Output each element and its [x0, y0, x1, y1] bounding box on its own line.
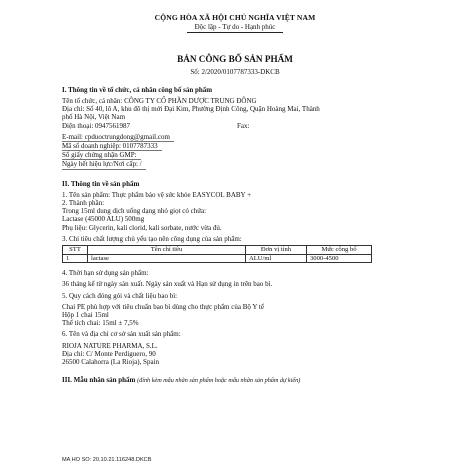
dossier-code: MA HO SO: 20.10.21.116248.DKCB	[62, 457, 152, 463]
packaging-label: 5. Quy cách đóng gói và chất liệu bao bì:	[62, 291, 178, 300]
shelf-life-value: 36 tháng kể từ ngày sản xuất. Ngày sản xuất và Hạn sử dụng in trên bao bì.	[62, 280, 273, 289]
table-cell: 3000-4500	[307, 254, 372, 263]
manufacturer-name: RIOJA NATURE PHARMA, S.L.	[62, 341, 158, 350]
packaging-line1: Chai PE phù hợp với tiêu chuẩn bao bì dùng cho thực phẩm của Bộ Y tế	[62, 302, 264, 311]
table-row	[63, 254, 372, 263]
document-number: Số: 2/2020/0107787333-DKCB	[190, 67, 280, 76]
org-name: Tên tổ chức, cá nhân: CÔNG TY CỔ PHẦN DƯỢC TRUNG ĐÔNG	[62, 97, 257, 106]
manufacturer-label: 6. Tên và địa chỉ cơ sở sản xuất sản phẩm:	[62, 330, 181, 339]
shelf-life-label: 4. Thời hạn sử dụng sản phẩm:	[62, 269, 149, 278]
manufacturer-address-line2: 26500 Calahorra (La Rioja), Spain	[62, 358, 160, 367]
table-cell: lactase	[88, 254, 246, 263]
table-header: STT	[63, 246, 88, 255]
composition-label: 2. Thành phần:	[62, 199, 105, 208]
section-2-heading: II. Thông tin về sản phẩm	[62, 179, 140, 188]
table-cell: ALU/ml	[246, 254, 307, 263]
table-header-row	[63, 246, 372, 255]
gmp-number: Số giấy chứng nhận GMP:	[62, 151, 141, 160]
section-3-title: III. Mẫu nhãn sản phẩm	[62, 376, 136, 385]
packaging-line2: Hộp 1 chai 15ml	[62, 311, 109, 320]
national-motto: Độc lập - Tự do - Hạnh phúc	[194, 23, 276, 32]
product-name: 1. Tên sản phẩm: Thực phẩm bảo vệ sức khỏe EASYCOL BABY +	[62, 190, 252, 199]
org-phone: Điện thoại: 0947561987	[62, 121, 131, 130]
quality-table	[62, 245, 372, 263]
contact-row	[62, 122, 408, 130]
packaging-line3: Thể tích chai: 15ml ± 7,5%	[62, 319, 139, 328]
table-header: Mức công bố	[307, 246, 372, 255]
document-page	[62, 8, 408, 468]
section-3-note: (đính kèm mẫu nhãn sản phẩm hoặc mẫu nhãn sản phẩm dự kiến)	[137, 377, 301, 385]
quality-criteria-label: 3. Chỉ tiêu chất lượng chủ yếu tạo nên công dụng của sản phẩm:	[62, 234, 242, 243]
table-cell: 1	[63, 254, 88, 263]
section-3-heading	[62, 376, 408, 385]
composition-line2: Lactase (45000 ALU) 500mg	[62, 215, 145, 224]
composition-line3: Phụ liệu: Glycerin, kali clorid, kali sorbate, nước vừa đủ.	[62, 223, 222, 232]
table-header: Tên chỉ tiêu	[88, 246, 246, 255]
composition-line1: Trong 15ml dung dịch uống dạng nhỏ giọt có chứa:	[62, 207, 207, 216]
motto-underline	[187, 32, 283, 33]
org-address-line1: Địa chỉ: Số 40, lô A, khu đô thị mới Đại Kim, Phường Định Công, Quận Hoàng Mai, Thành	[62, 105, 320, 114]
manufacturer-address-line1: Địa chỉ: C/ Monte Perdiguero, 90	[62, 349, 156, 358]
table-header: Đơn vị tính	[246, 246, 307, 255]
org-email: E-mail: cpduoctrungdong@gmail.com	[62, 133, 174, 142]
national-title: CỘNG HÒA XÃ HỘI CHỦ NGHĨA VIỆT NAM	[154, 13, 316, 22]
org-address-line2: phố Hà Nội, Việt Nam	[62, 113, 126, 122]
org-fax: Fax:	[237, 121, 250, 130]
document-title: BẢN CÔNG BỐ SẢN PHẨM	[177, 54, 293, 65]
org-tax-code: Mã số doanh nghiệp: 0107787333	[62, 142, 162, 151]
gmp-expiry: Ngày hết hiệu lực/Nơi cấp: /	[62, 160, 146, 169]
section-1-heading: I. Thông tin về tổ chức, cá nhân công bố sản phẩm	[62, 85, 213, 94]
